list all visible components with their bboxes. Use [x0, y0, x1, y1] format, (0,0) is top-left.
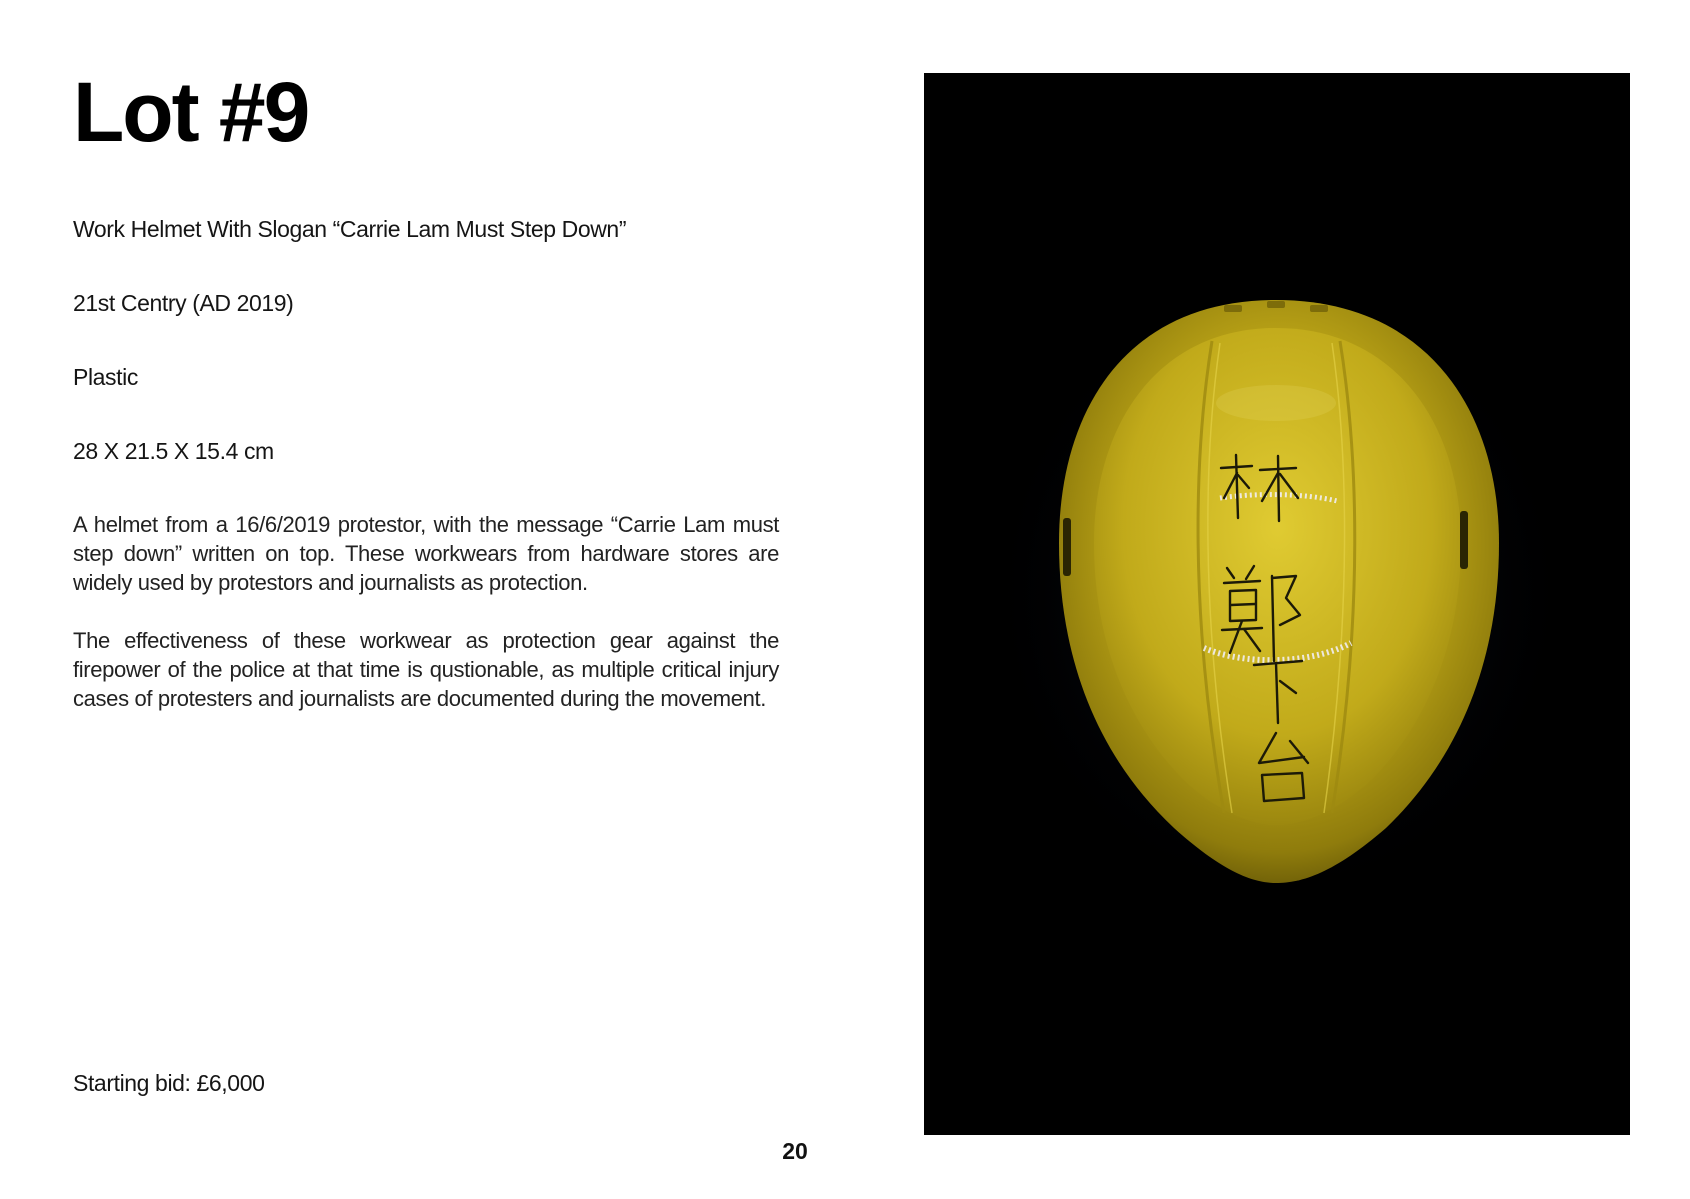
- lot-details: [73, 65, 779, 711]
- helmet-illustration: [924, 73, 1630, 1135]
- page-number: 20: [782, 1138, 808, 1164]
- object-dimensions: 28 X 21.5 X 15.4 cm: [73, 438, 274, 464]
- vent-slot: [1224, 305, 1242, 312]
- object-date: 21st Centry (AD 2019): [73, 290, 294, 316]
- vent-slot: [1310, 305, 1328, 312]
- starting-bid: Starting bid: £6,000: [73, 1070, 265, 1096]
- side-clip: [1460, 511, 1468, 569]
- vent-slot: [1267, 301, 1285, 308]
- helmet-photo: [924, 73, 1630, 1135]
- dome-highlight: [1216, 385, 1336, 421]
- lot-title: Lot #9: [73, 65, 309, 159]
- description-paragraph: A helmet from a 16/6/2019 protestor, with the message “Carrie Lam must step down” written on top. These workwears from hardware stores are widely used by protestors and journalists as protection.: [73, 512, 779, 595]
- side-clip: [1063, 518, 1071, 576]
- object-material: Plastic: [73, 364, 138, 390]
- object-name: Work Helmet With Slogan “Carrie Lam Must Step Down”: [73, 216, 627, 242]
- description-paragraph: The effectiveness of these workwear as protection gear against the firepower of the police at that time is qustionable, as multiple critical injury cases of protesters and journalists are documented during the movement.: [73, 628, 779, 711]
